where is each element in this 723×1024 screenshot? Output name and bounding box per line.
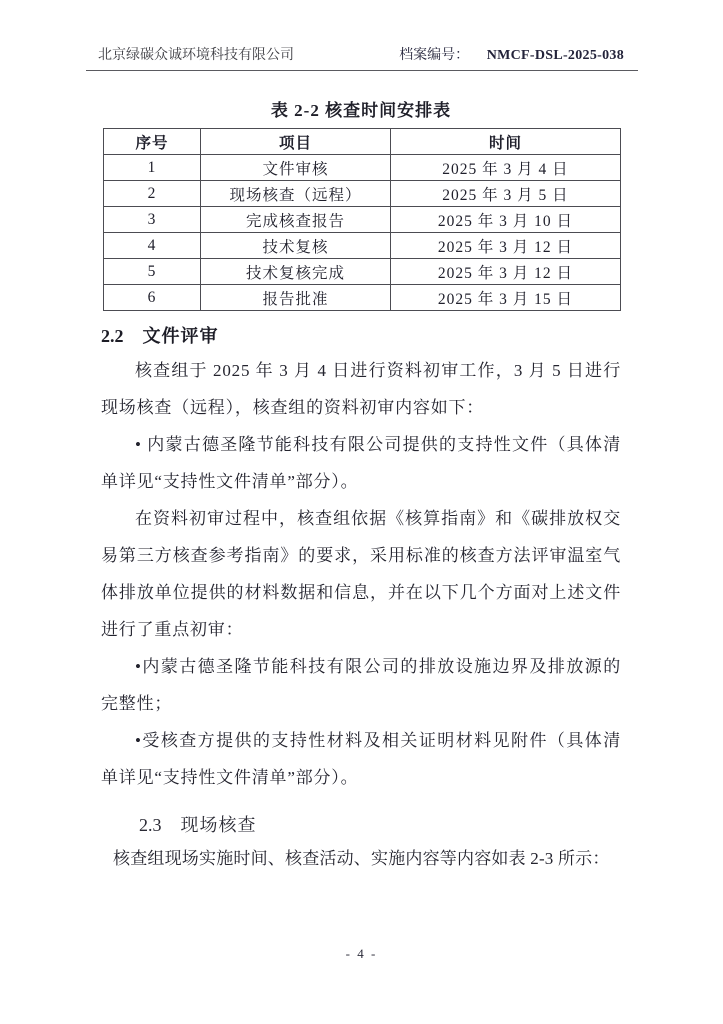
header-archive xyxy=(399,44,624,64)
cell-seq: 1 xyxy=(104,155,201,181)
cell-item: 技术复核完成 xyxy=(201,259,391,285)
section-number: 2.3 xyxy=(139,815,162,835)
cell-time: 2025 年 3 月 4 日 xyxy=(391,155,621,181)
archive-label: 档案编号： xyxy=(399,48,470,63)
cell-item: 报告批准 xyxy=(201,285,391,311)
section-number: 2.2 xyxy=(101,326,124,346)
table-row xyxy=(104,181,621,207)
cell-item: 文件审核 xyxy=(201,155,391,181)
page-number: - 4 - xyxy=(345,946,378,961)
table-header-row xyxy=(104,129,621,155)
archive-number: NMCF-DSL-2025-038 xyxy=(486,48,624,63)
section-heading-2-3 xyxy=(139,811,621,837)
bullet-supporting-documents: • 内蒙古德圣隆节能科技有限公司提供的支持性文件（具体清单详见“支持性文件清单”部分）。 xyxy=(101,435,621,491)
cell-seq: 4 xyxy=(104,233,201,259)
table-row xyxy=(104,233,621,259)
page-header xyxy=(86,44,638,71)
header-company-name: 北京绿碳众诚环境科技有限公司 xyxy=(98,48,294,63)
paragraph-onsite-verification-intro: 核查组现场实施时间、核查活动、实施内容等内容如表 2-3 所示： xyxy=(113,849,610,868)
cell-item: 完成核查报告 xyxy=(201,207,391,233)
column-header-item: 项目 xyxy=(201,129,391,155)
cell-time: 2025 年 3 月 12 日 xyxy=(391,259,621,285)
cell-time: 2025 年 3 月 5 日 xyxy=(391,181,621,207)
table-row xyxy=(104,207,621,233)
table-row xyxy=(104,155,621,181)
page-footer xyxy=(0,946,723,962)
paragraph-review-method: 在资料初审过程中，核查组依据《核算指南》和《碳排放权交易第三方核查参考指南》的要求，采用标准的核查方法评审温室气体排放单位提供的材料数据和信息，并在以下几个方面对上述文件进行了重点初审： xyxy=(101,509,621,639)
cell-seq: 5 xyxy=(104,259,201,285)
table-row xyxy=(104,259,621,285)
cell-seq: 2 xyxy=(104,181,201,207)
cell-seq: 6 xyxy=(104,285,201,311)
cell-item: 技术复核 xyxy=(201,233,391,259)
column-header-seq: 序号 xyxy=(104,129,201,155)
section-title: 文件评审 xyxy=(142,326,219,346)
cell-time: 2025 年 3 月 12 日 xyxy=(391,233,621,259)
column-header-time: 时间 xyxy=(391,129,621,155)
paragraph-document-review-intro: 核查组于 2025 年 3 月 4 日进行资料初审工作，3 月 5 日进行现场核查（远程），核查组的资料初审内容如下： xyxy=(101,361,621,417)
cell-time: 2025 年 3 月 10 日 xyxy=(391,207,621,233)
bullet-supporting-materials: •受核查方提供的支持性材料及相关证明材料见附件（具体清单详见“支持性文件清单”部分）。 xyxy=(101,731,621,787)
bullet-emission-boundary: •内蒙古德圣隆节能科技有限公司的排放设施边界及排放源的完整性； xyxy=(101,657,621,713)
table-title: 表 2-2 核查时间安排表 xyxy=(270,101,452,120)
cell-time: 2025 年 3 月 15 日 xyxy=(391,285,621,311)
cell-item: 现场核查（远程） xyxy=(201,181,391,207)
verification-schedule-table xyxy=(103,128,621,311)
section-heading-2-2 xyxy=(101,322,621,348)
table-row xyxy=(104,285,621,311)
section-title: 现场核查 xyxy=(180,815,257,835)
document-body xyxy=(101,96,621,877)
cell-seq: 3 xyxy=(104,207,201,233)
